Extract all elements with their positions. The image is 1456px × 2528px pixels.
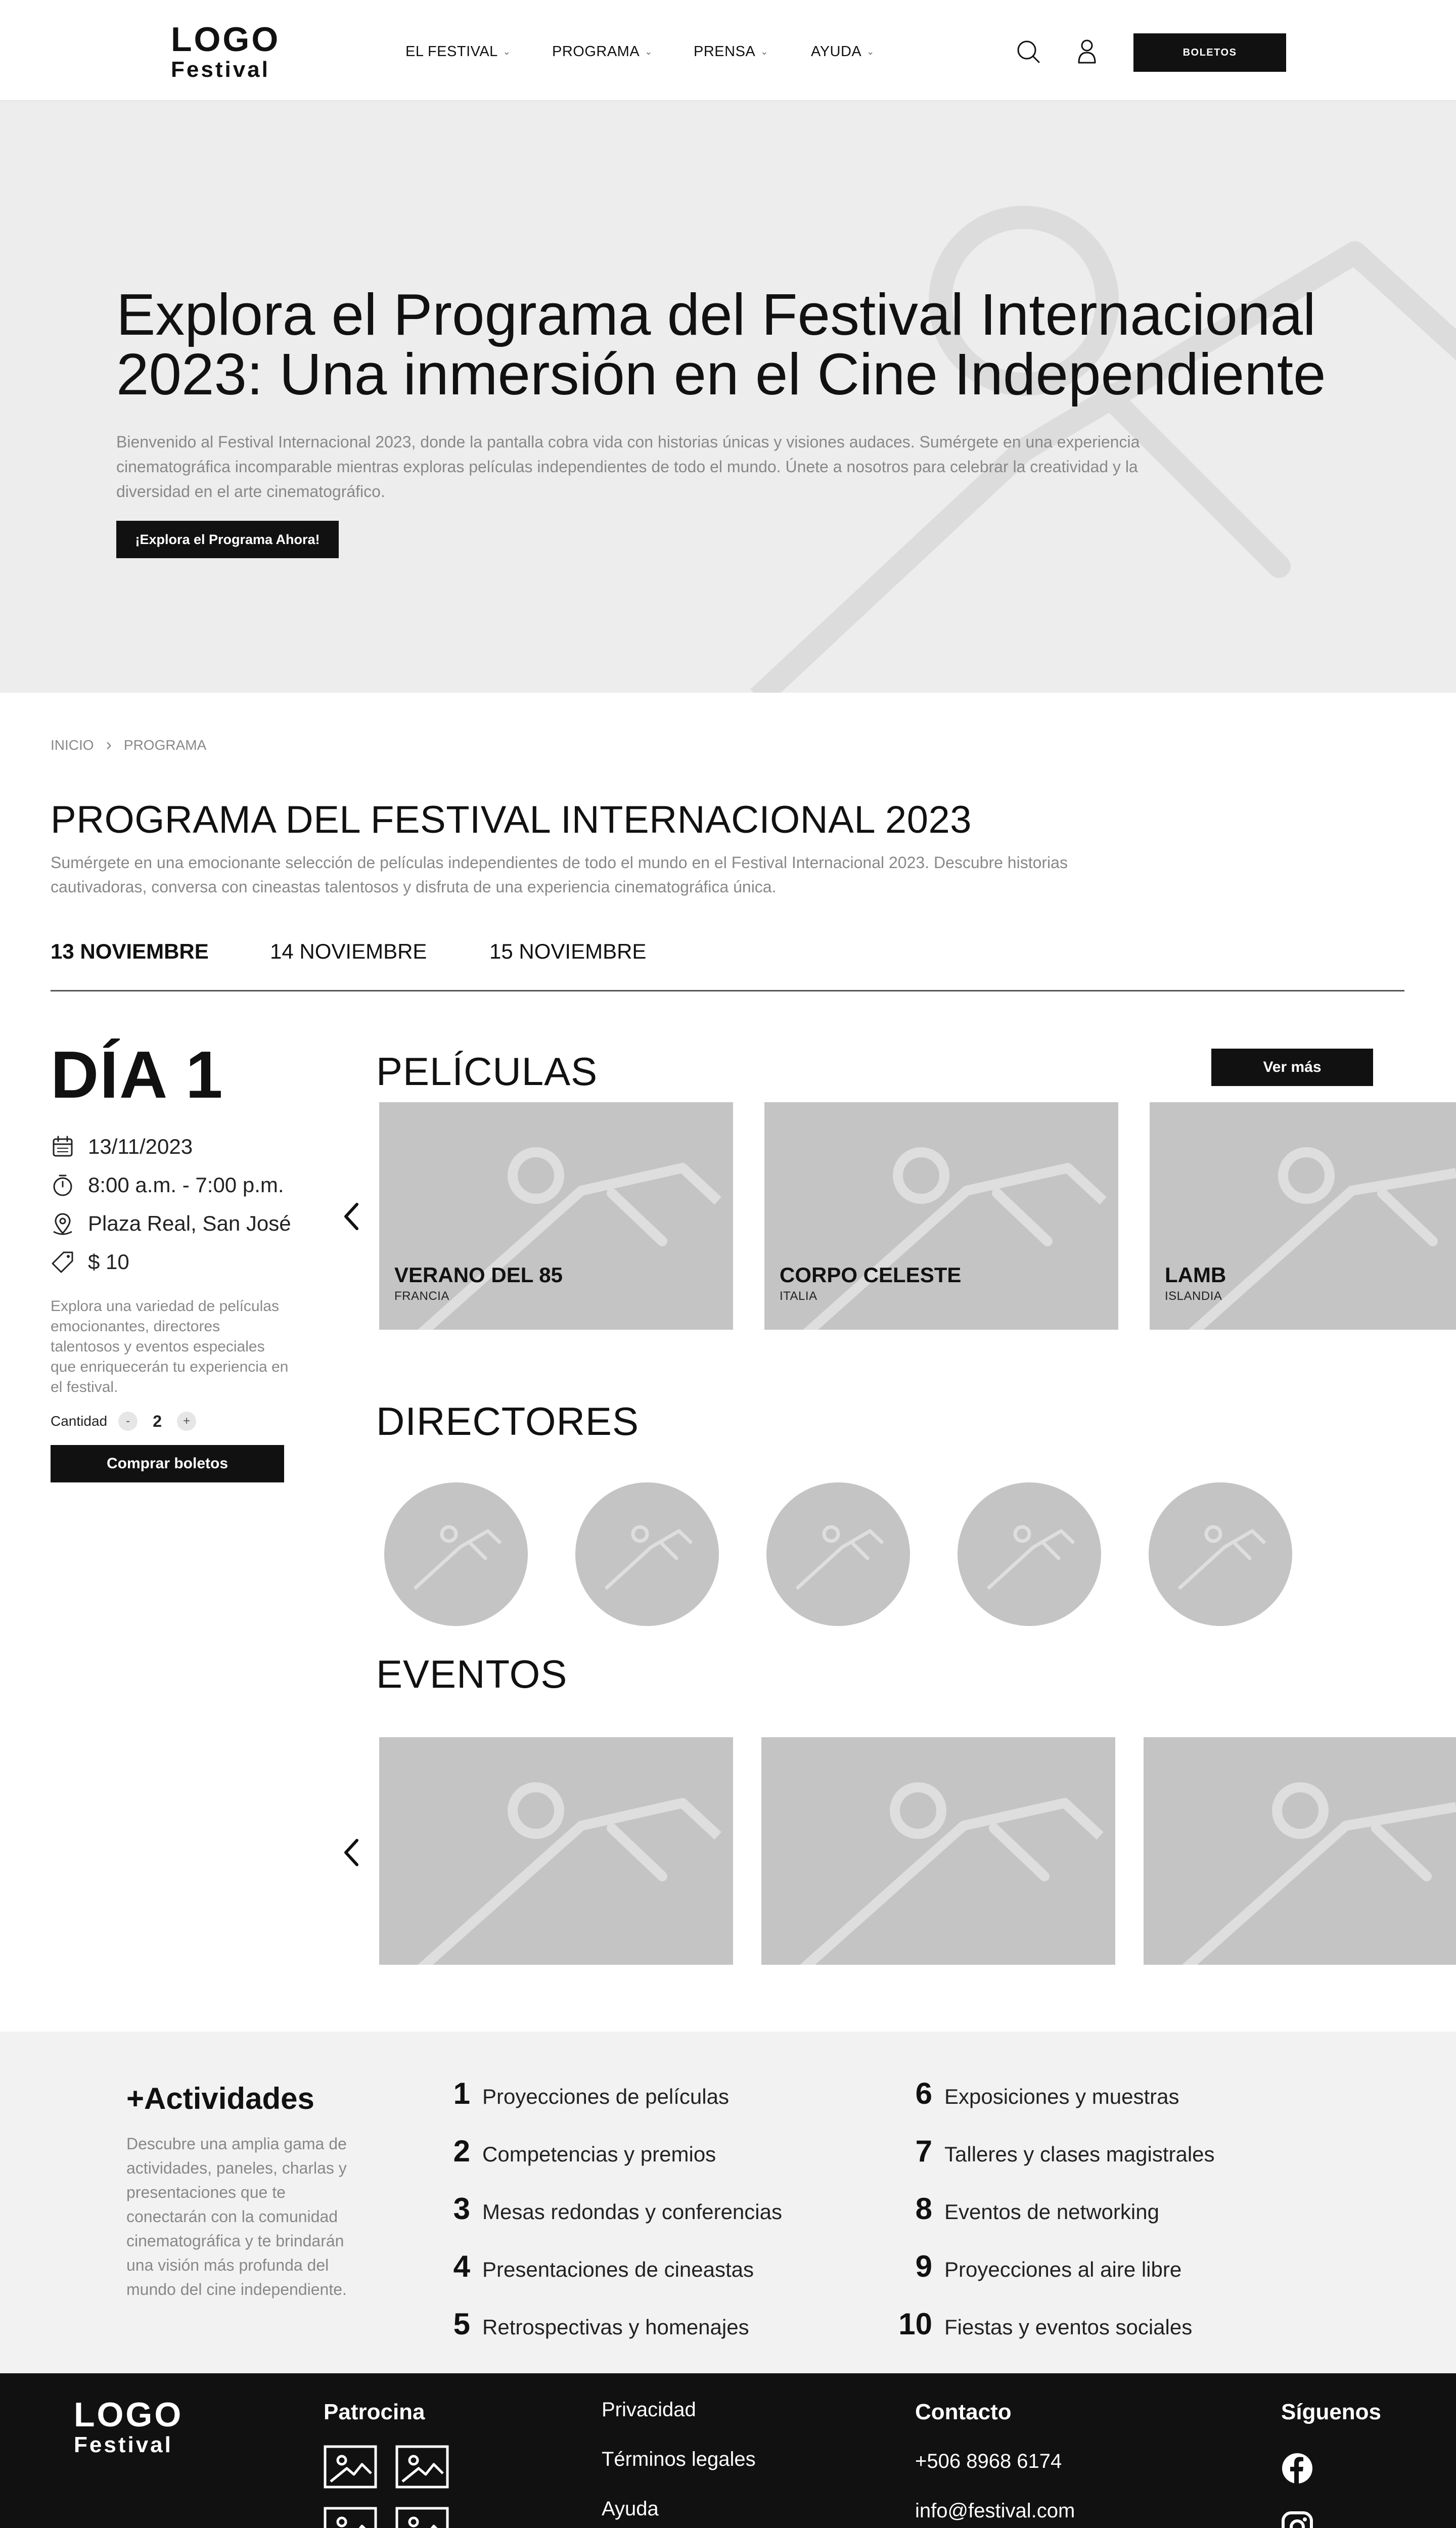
date-text: 13/11/2023 <box>88 1135 193 1158</box>
program-title: PROGRAMA DEL FESTIVAL INTERNACIONAL 2023 <box>51 798 972 841</box>
chevron-left-icon[interactable] <box>342 1836 362 1869</box>
contact-title: Contacto <box>915 2400 1012 2424</box>
activity-item <box>435 2249 754 2284</box>
activity-item <box>880 2249 1181 2284</box>
breadcrumb-current: PROGRAMA <box>123 737 207 753</box>
activity-item <box>880 2134 1215 2169</box>
footer-link-legal[interactable]: Términos legales <box>602 2448 756 2470</box>
activity-label: Retrospectivas y homenajes <box>482 2315 749 2339</box>
films-title: PELÍCULAS <box>376 1049 598 1094</box>
event-card[interactable] <box>1144 1737 1456 1965</box>
facebook-icon[interactable] <box>1281 2452 1313 2485</box>
film-country: ITALIA <box>780 1289 817 1303</box>
activity-item <box>880 2307 1192 2341</box>
logo-line2: Festival <box>74 2432 173 2457</box>
image-placeholder-icon <box>761 1737 1115 1965</box>
nav-prensa[interactable] <box>694 43 768 60</box>
nav-ayuda[interactable] <box>811 43 875 60</box>
chevron-left-icon[interactable] <box>342 1200 362 1233</box>
activity-label: Eventos de networking <box>944 2200 1159 2224</box>
location-pin-icon <box>51 1211 75 1236</box>
activity-number: 1 <box>453 2076 470 2110</box>
activity-label: Competencias y premios <box>482 2142 716 2166</box>
price-tag-icon <box>51 1250 75 1274</box>
nav-programa[interactable] <box>552 43 653 60</box>
footer-link-privacy[interactable]: Privacidad <box>602 2399 696 2421</box>
quantity-plus-button[interactable]: + <box>177 1412 196 1431</box>
chevron-down-icon: ⌄ <box>503 47 511 57</box>
activity-label: Presentaciones de cineastas <box>482 2258 754 2281</box>
sponsor-logo-icon[interactable] <box>395 2445 449 2489</box>
director-avatar[interactable] <box>384 1482 528 1626</box>
film-title: LAMB <box>1165 1263 1226 1287</box>
director-avatar[interactable] <box>766 1482 910 1626</box>
activities-title: +Actividades <box>126 2082 314 2115</box>
contact-phone[interactable]: +506 8968 6174 <box>915 2450 1062 2472</box>
sponsor-logo-icon[interactable] <box>324 2445 377 2489</box>
director-avatar[interactable] <box>958 1482 1101 1626</box>
activity-item <box>435 2191 782 2226</box>
user-icon[interactable] <box>1076 38 1098 64</box>
quantity-stepper <box>51 1412 196 1431</box>
events-title: EVENTOS <box>376 1652 568 1696</box>
sponsor-logo-icon[interactable] <box>395 2507 449 2528</box>
tickets-button[interactable]: BOLETOS <box>1133 33 1286 72</box>
film-country: FRANCIA <box>394 1289 449 1303</box>
tab-13-noviembre[interactable]: 13 NOVIEMBRE <box>51 939 209 963</box>
film-card[interactable] <box>379 1102 733 1330</box>
activity-item <box>880 2191 1159 2226</box>
sponsors-title: Patrocina <box>324 2400 425 2424</box>
chevron-down-icon: ⌄ <box>760 47 768 57</box>
activity-item <box>435 2134 716 2169</box>
day-date <box>51 1135 193 1159</box>
activity-number: 10 <box>898 2307 932 2341</box>
avatar-placeholder-icon <box>958 1482 1101 1626</box>
avatar-placeholder-icon <box>1149 1482 1292 1626</box>
day-price <box>51 1250 129 1274</box>
chevron-down-icon: ⌄ <box>645 47 653 57</box>
see-more-button[interactable]: Ver más <box>1211 1049 1373 1086</box>
tab-15-noviembre[interactable]: 15 NOVIEMBRE <box>489 939 647 963</box>
chevron-down-icon: ⌄ <box>867 47 875 57</box>
nav-label: AYUDA <box>811 43 862 60</box>
footer-link-help[interactable]: Ayuda <box>602 2498 659 2520</box>
activity-number: 2 <box>453 2134 470 2168</box>
program-description: Sumérgete en una emocionante selección de películas independientes de todo el mundo en el Festival Internacional 2023. Descubre historias cautivadoras, conversa con cineastas talentosos y disfruta de una experiencia cinematográfica única. <box>51 853 1068 896</box>
day-title: DÍA 1 <box>51 1037 224 1112</box>
directors-title: DIRECTORES <box>376 1399 639 1443</box>
footer-logo[interactable] <box>74 2398 183 2456</box>
chevron-right-icon: › <box>106 735 112 754</box>
avatar-placeholder-icon <box>766 1482 910 1626</box>
nav-el-festival[interactable] <box>405 43 511 60</box>
social-title: Síguenos <box>1281 2400 1382 2424</box>
site-header <box>0 0 1456 101</box>
nav-label: EL FESTIVAL <box>405 43 498 60</box>
location-text: Plaza Real, San José <box>88 1211 291 1235</box>
activity-number: 8 <box>915 2192 932 2226</box>
activity-label: Talleres y clases magistrales <box>944 2142 1215 2166</box>
sponsor-logo-icon[interactable] <box>324 2507 377 2528</box>
activities-description: Descubre una amplia gama de actividades, paneles, charlas y presentaciones que te conectarán con la comunidad cinematográfica y te brindarán una visión más profunda del mundo del cine independiente. <box>126 2135 347 2298</box>
activity-label: Proyecciones al aire libre <box>944 2258 1182 2281</box>
activity-number: 4 <box>453 2249 470 2283</box>
stopwatch-icon <box>51 1173 75 1197</box>
image-placeholder-icon <box>764 1102 1118 1330</box>
activity-item <box>435 2307 749 2341</box>
activity-number: 7 <box>915 2134 932 2168</box>
tabs-divider <box>51 990 1404 991</box>
image-placeholder-icon <box>379 1737 733 1965</box>
event-card[interactable] <box>379 1737 733 1965</box>
hero-section <box>0 101 1456 693</box>
buy-tickets-button[interactable]: Comprar boletos <box>51 1445 284 1482</box>
hero-title: Explora el Programa del Festival Internacional 2023: Una inmersión en el Cine Independiente <box>116 282 1326 407</box>
quantity-minus-button[interactable]: - <box>118 1412 138 1431</box>
day-time <box>51 1173 284 1197</box>
quantity-value[interactable]: 2 <box>153 1412 162 1430</box>
logo-line2: Festival <box>171 57 270 82</box>
film-card[interactable] <box>1150 1102 1456 1330</box>
instagram-icon[interactable] <box>1281 2511 1313 2528</box>
film-card[interactable] <box>764 1102 1118 1330</box>
activities-section <box>0 2032 1456 2373</box>
logo-line1: LOGO <box>74 2396 184 2434</box>
image-placeholder-icon <box>1144 1737 1456 1965</box>
quantity-label: Cantidad <box>51 1413 108 1429</box>
activity-number: 6 <box>915 2076 932 2110</box>
director-avatar[interactable] <box>1149 1482 1292 1626</box>
activity-number: 5 <box>453 2307 470 2341</box>
activity-number: 9 <box>915 2249 932 2283</box>
hero-description: Bienvenido al Festival Internacional 2023, donde la pantalla cobra vida con historias únicas y visiones audaces. Sumérgete en una experiencia cinematográfica incomparable mientras exploras películas independientes de todo el mundo. Únete a nosotros para celebrar la creatividad y la diversidad en el arte cinematográfico. <box>116 433 1140 501</box>
activity-item <box>435 2076 729 2111</box>
director-avatar[interactable] <box>575 1482 719 1626</box>
avatar-placeholder-icon <box>384 1482 528 1626</box>
activity-label: Proyecciones de películas <box>482 2085 729 2108</box>
tab-14-noviembre[interactable]: 14 NOVIEMBRE <box>270 939 427 963</box>
event-card[interactable] <box>761 1737 1115 1965</box>
header-logo[interactable] <box>171 22 280 81</box>
price-text: $ 10 <box>88 1250 129 1274</box>
film-title: VERANO DEL 85 <box>394 1263 563 1287</box>
breadcrumb-home[interactable]: INICIO <box>51 737 94 753</box>
activity-label: Exposiciones y muestras <box>944 2085 1179 2108</box>
explore-program-button[interactable]: ¡Explora el Programa Ahora! <box>116 521 339 558</box>
site-footer <box>0 2373 1456 2528</box>
contact-email[interactable]: info@festival.com <box>915 2500 1075 2522</box>
avatar-placeholder-icon <box>575 1482 719 1626</box>
time-text: 8:00 a.m. - 7:00 p.m. <box>88 1173 284 1197</box>
film-title: CORPO CELESTE <box>780 1263 962 1287</box>
search-icon[interactable] <box>1016 39 1040 64</box>
logo-line1: LOGO <box>171 20 281 59</box>
activity-number: 3 <box>453 2192 470 2226</box>
activity-label: Mesas redondas y conferencias <box>482 2200 782 2224</box>
calendar-icon <box>51 1135 75 1159</box>
nav-label: PRENSA <box>694 43 756 60</box>
activity-item <box>880 2076 1179 2111</box>
nav-label: PROGRAMA <box>552 43 640 60</box>
day-description: Explora una variedad de películas emocionantes, directores talentosos y eventos especiales que enriquecerán tu experiencia en el festival. <box>51 1298 289 1395</box>
day-location <box>51 1211 291 1236</box>
breadcrumb <box>51 735 206 755</box>
activity-label: Fiestas y eventos sociales <box>944 2315 1193 2339</box>
film-country: ISLANDIA <box>1165 1289 1222 1303</box>
